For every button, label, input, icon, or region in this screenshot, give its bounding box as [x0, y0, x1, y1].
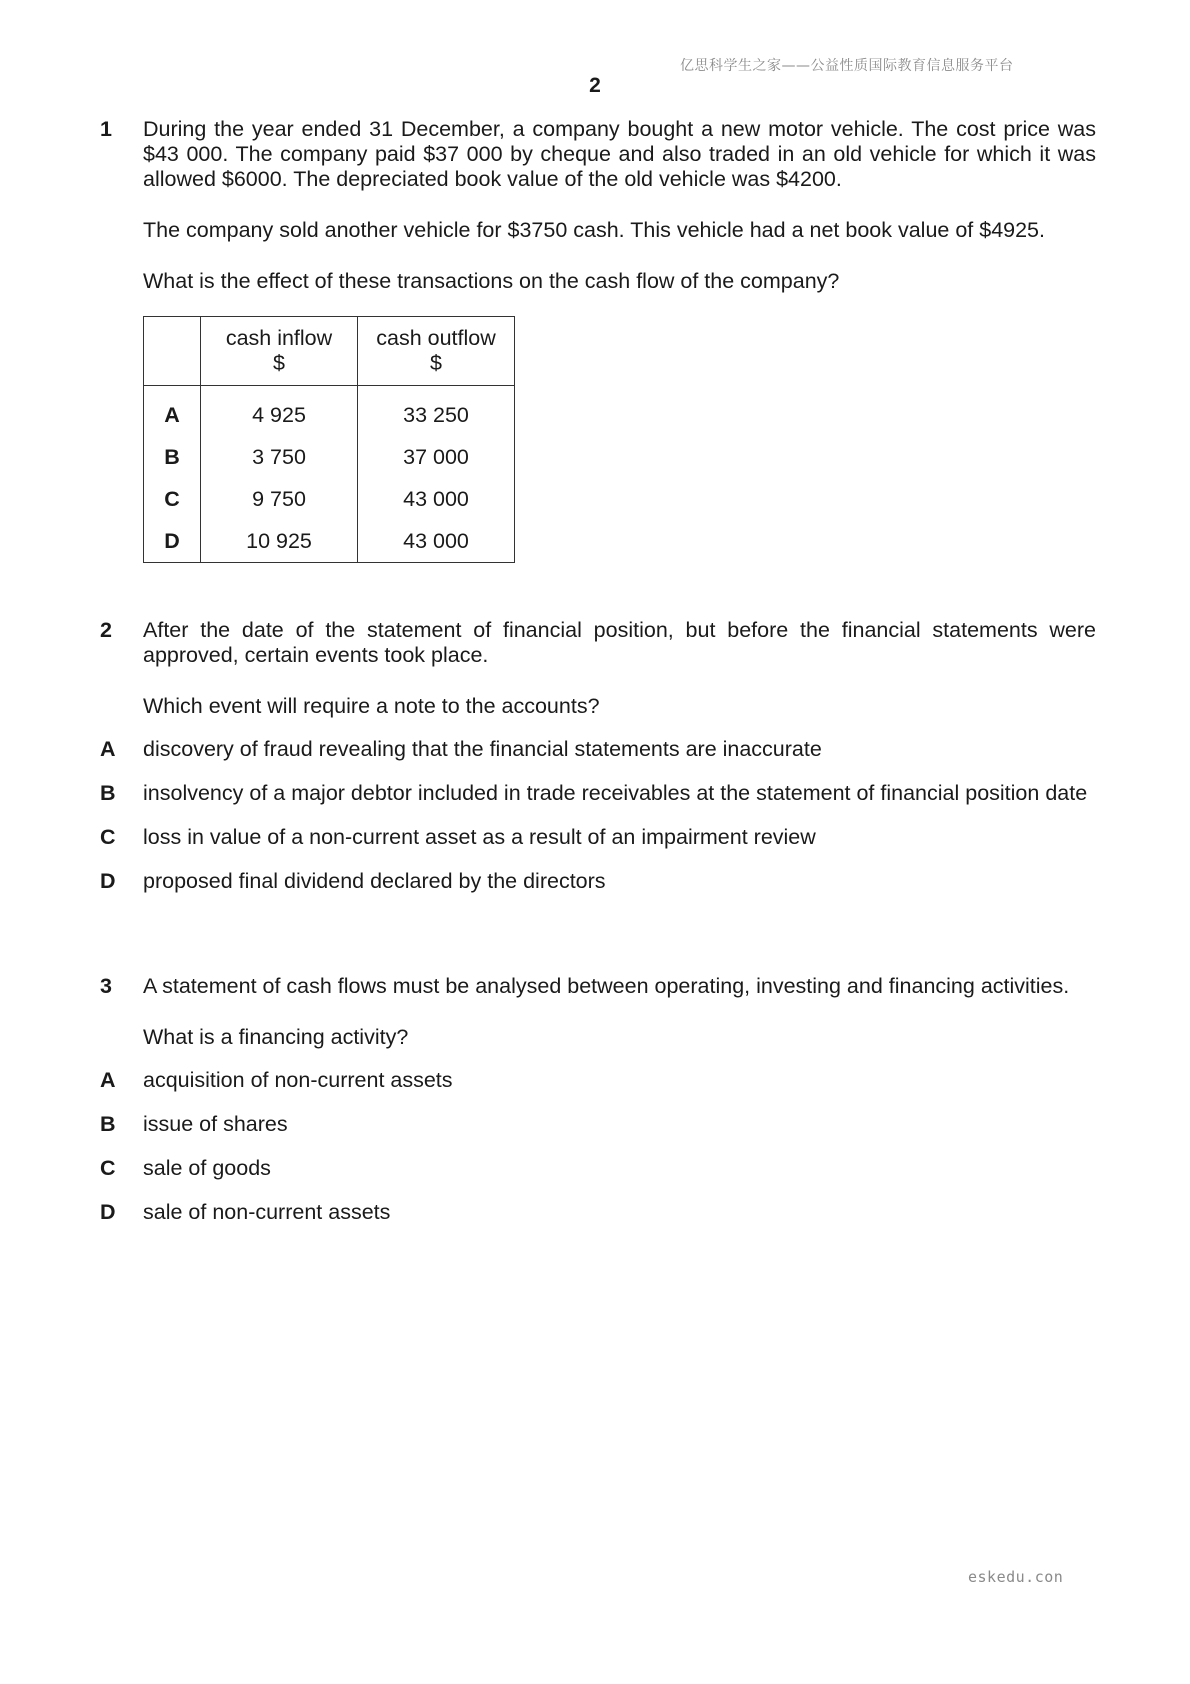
header-unit: $: [273, 351, 285, 375]
cash-inflow-cell: 9 750: [201, 478, 358, 520]
cash-inflow-cell: 4 925: [201, 386, 358, 437]
option-text: issue of shares: [143, 1112, 288, 1136]
option-letter: D: [100, 869, 116, 893]
option-text: sale of goods: [143, 1156, 271, 1180]
table-row: [144, 478, 515, 520]
header-label: cash inflow: [225, 326, 333, 350]
row-letter: C: [144, 478, 201, 520]
option-letter: A: [100, 737, 116, 761]
question-paragraph: The company sold another vehicle for $3750 cash. This vehicle had a net book value of $4925.: [143, 218, 1045, 242]
option-text: proposed final dividend declared by the directors: [143, 869, 606, 893]
question-paragraph: A statement of cash flows must be analysed between operating, investing and financing activities.: [143, 974, 1070, 998]
table-row: [144, 436, 515, 478]
row-letter: A: [144, 386, 201, 437]
cash-outflow-cell: 33 250: [358, 386, 515, 437]
table-header-row: [144, 317, 515, 386]
option-letter: B: [100, 781, 116, 805]
cash-inflow-cell: 3 750: [201, 436, 358, 478]
option-a: [100, 737, 1096, 762]
question-prompt: What is a financing activity?: [143, 1025, 409, 1049]
header-unit: $: [430, 351, 442, 375]
option-text: loss in value of a non-current asset as a result of an impairment review: [143, 825, 816, 849]
question-number: 1: [100, 117, 112, 141]
table-row: [144, 386, 515, 437]
cash-outflow-cell: 37 000: [358, 436, 515, 478]
option-letter: D: [100, 1200, 116, 1224]
footer-watermark: eskedu.con: [968, 1568, 1064, 1586]
question-body: [143, 618, 1096, 719]
option-b: [100, 1112, 1096, 1137]
question-prompt: What is the effect of these transactions on the cash flow of the company?: [143, 269, 840, 293]
question-paragraph: During the year ended 31 December, a company bought a new motor vehicle. The cost price was $43 000. The company paid $37 000 by cheque and also traded in an old vehicle for which it was allowed $6000. The depreciated book value of the old vehicle was $4200.: [143, 117, 1096, 191]
option-letter: C: [100, 1156, 116, 1180]
option-c: [100, 1156, 1096, 1181]
header-label: cash outflow: [376, 326, 496, 350]
question-1: [100, 117, 1096, 563]
cash-outflow-cell: 43 000: [358, 478, 515, 520]
option-b: [100, 781, 1096, 806]
table-header-blank: [144, 317, 201, 386]
cash-flow-table: [143, 316, 515, 563]
option-text: discovery of fraud revealing that the financial statements are inaccurate: [143, 737, 822, 761]
option-letter: C: [100, 825, 116, 849]
answer-options: [100, 1068, 1096, 1225]
question-2: [100, 618, 1096, 913]
row-letter: B: [144, 436, 201, 478]
question-number: 2: [100, 618, 112, 642]
header-watermark: 亿思科学生之家——公益性质国际教育信息服务平台: [680, 58, 1014, 74]
option-text: insolvency of a major debtor included in trade receivables at the statement of financial position date: [143, 781, 1088, 805]
page-number: 2: [589, 74, 601, 97]
question-body: [143, 974, 1096, 1050]
question-prompt: Which event will require a note to the accounts?: [143, 694, 600, 718]
option-c: [100, 825, 1096, 850]
question-3: [100, 974, 1096, 1244]
question-number: 3: [100, 974, 112, 998]
option-d: [100, 869, 1096, 894]
option-d: [100, 1200, 1096, 1225]
table-row: [144, 520, 515, 563]
question-body: [143, 117, 1096, 563]
option-a: [100, 1068, 1096, 1093]
table-header-cash-inflow: [201, 317, 358, 386]
option-text: sale of non-current assets: [143, 1200, 391, 1224]
option-text: acquisition of non-current assets: [143, 1068, 453, 1092]
option-letter: B: [100, 1112, 116, 1136]
cash-inflow-cell: 10 925: [201, 520, 358, 563]
option-letter: A: [100, 1068, 116, 1092]
answer-options: [100, 737, 1096, 894]
cash-outflow-cell: 43 000: [358, 520, 515, 563]
row-letter: D: [144, 520, 201, 563]
question-paragraph: After the date of the statement of financial position, but before the financial statements were approved, certain events took place.: [143, 618, 1096, 667]
table-header-cash-outflow: [358, 317, 515, 386]
